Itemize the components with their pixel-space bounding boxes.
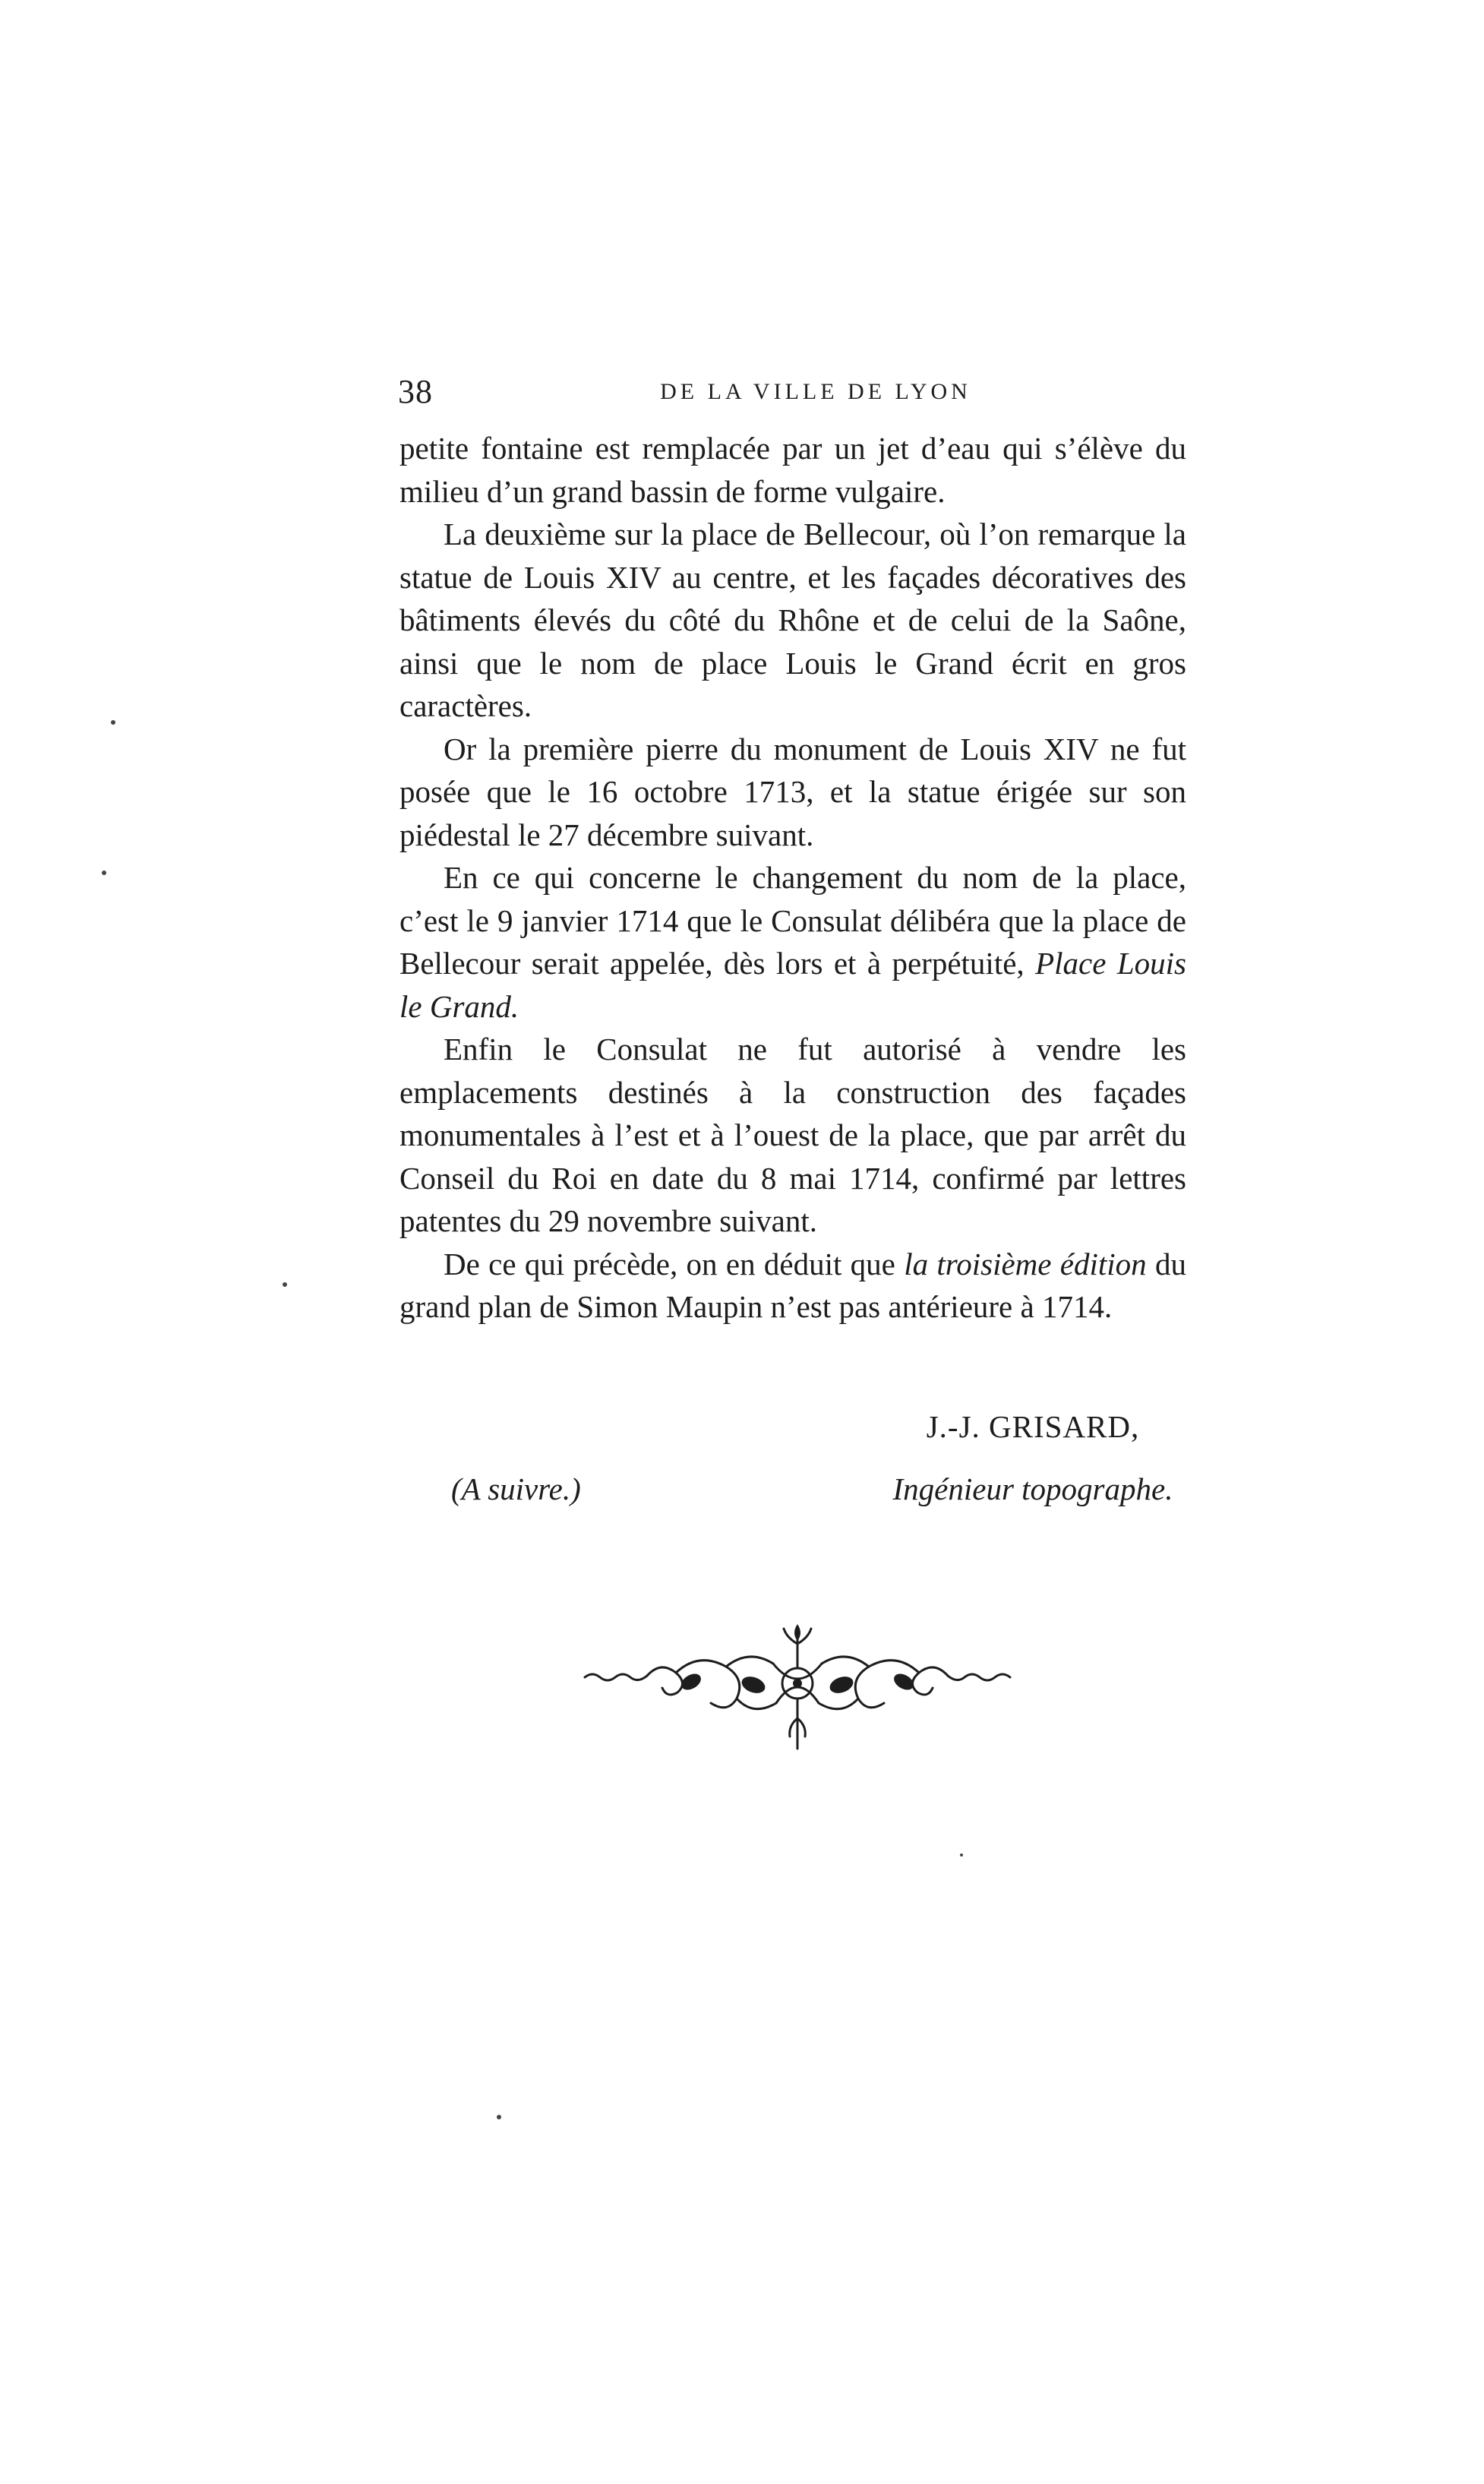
paragraph-text: Or la première pierre du monument de Louis XIV ne fut posée que le 16 octobre 1713, et la statue érigée sur son piédestal le 27 décembre suivant. (399, 731, 1186, 852)
running-title: DE LA VILLE DE LYON (660, 379, 971, 404)
italic-edition: la troisième édition (904, 1246, 1147, 1282)
paragraph-name-change (399, 856, 1186, 1028)
signature-block (851, 1405, 1215, 1510)
paragraph-first-stone (399, 728, 1186, 857)
fleuron-ornament-icon (577, 1618, 1018, 1755)
paragraph-text: petite fontaine est remplacée par un jet d’eau qui s’élève du milieu d’un grand bassin de forme vulgaire. (399, 431, 1186, 509)
paragraph-text: La deuxième sur la place de Bellecour, où l’on remarque la statue de Louis XIV au centre, et les façades décoratives des bâtiments élevés du côté du Rhône et de celui de la Saône, ainsi que le nom de place Louis le Grand écrit en gros caractères. (399, 517, 1186, 723)
italic-place-name: Place Louis le Grand. (399, 946, 1186, 1024)
paragraph-text: Enfin le Consulat ne fut autorisé à vendre les emplacements destinés à la construction des façades monumentales à l’est et à l’ouest de la place, que par arrêt du Conseil du Roi en date du 8 mai 1714, confirmé par lettres patentes du 29 novembre suivant. (399, 1032, 1186, 1238)
page-speck (283, 1282, 287, 1287)
paragraph-text: En ce qui concerne le changement du nom de la place, c’est le 9 janvier 1714 que le Consulat délibéra que la place de Bellecour serait appelée, dès lors et à perpétuité, (399, 860, 1186, 981)
paragraph-text: du grand plan de Simon Maupin n’est pas antérieure à 1714. (399, 1246, 1186, 1324)
page-number: 38 (398, 373, 433, 410)
paragraph-continuation (399, 427, 1186, 513)
paragraph-bellecour (399, 513, 1186, 728)
page-speck (102, 871, 106, 875)
paragraph-consulat (399, 1028, 1186, 1243)
running-head (398, 368, 1188, 416)
page-speck (960, 1854, 963, 1857)
paragraph-text: De ce qui précède, on en déduit que (444, 1246, 905, 1282)
page-speck (111, 720, 115, 725)
paragraph-conclusion (399, 1243, 1186, 1329)
continuation-note: (A suivre.) (451, 1471, 581, 1506)
author-name: J.-J. GRISARD, (926, 1409, 1140, 1444)
author-role: Ingénieur topographe. (892, 1471, 1173, 1506)
page-speck (497, 2115, 501, 2119)
body-text (399, 427, 1186, 1329)
